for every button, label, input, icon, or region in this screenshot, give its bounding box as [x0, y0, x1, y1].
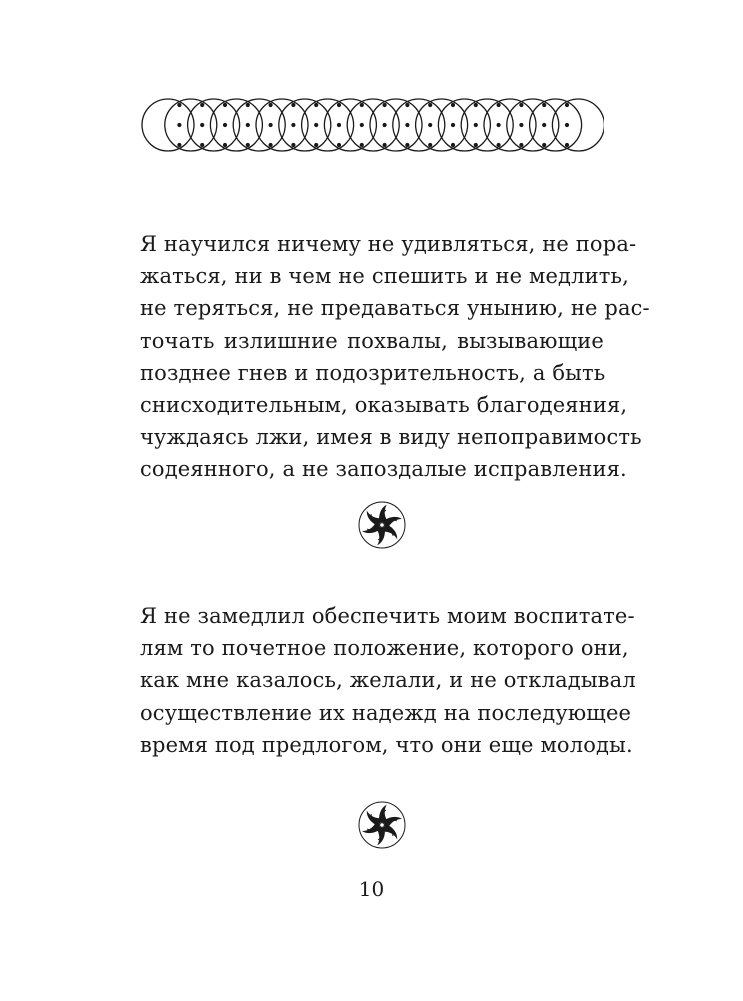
ornament-dot: [451, 103, 455, 107]
ornament-circle: [461, 99, 513, 151]
ornament-dot: [405, 143, 409, 147]
ornament-dot: [451, 143, 455, 147]
ornament-dot: [360, 143, 364, 147]
text-line: жаться, ни в чем не спешить и не медлить,: [140, 264, 629, 289]
ornament-dot: [565, 103, 569, 107]
ornament-dot: [223, 143, 227, 147]
rosette-center: [380, 823, 384, 827]
paragraph-1: [140, 228, 650, 486]
ornament-dot: [565, 143, 569, 147]
ornament-circle: [210, 99, 262, 151]
text-line: Я не замедлил обеспечить моим воспитате-: [140, 604, 635, 628]
ornament-dot: [223, 103, 227, 107]
interlocking-circles-icon: [140, 96, 604, 154]
ornament-dot: [200, 123, 204, 127]
ornament-circle: [484, 99, 536, 151]
ornament-dot: [246, 103, 250, 107]
ornament-circle: [142, 99, 194, 151]
ornament-circle: [188, 99, 240, 151]
ornament-dot: [177, 103, 181, 107]
ornament-dot: [246, 143, 250, 147]
text-line: позднее гнев и подозрительность, а быть: [140, 360, 606, 385]
ornament-circle: [256, 99, 308, 151]
ornament-dot: [314, 123, 318, 127]
ornament-dot: [428, 123, 432, 127]
rosette-icon: [357, 500, 407, 550]
page-number: 10: [358, 877, 385, 901]
ornament-dot: [337, 123, 341, 127]
text-line: лям то почетное положение, которого они,: [140, 636, 629, 661]
ornament-dot: [519, 123, 523, 127]
text-line: чуждаясь лжи, имея в виду непоправимость: [140, 425, 642, 450]
text-line: время под предлогом, что они еще молоды.: [140, 732, 633, 757]
rosette-icon: [357, 800, 407, 850]
ornament-circle: [393, 99, 445, 151]
paragraph-2: [140, 600, 636, 761]
ornament-dot: [269, 103, 273, 107]
ornament-dot: [451, 123, 455, 127]
ornament-dot: [314, 103, 318, 107]
ornament-circle: [324, 99, 376, 151]
text-line: не теряться, не предаваться унынию, не рас-: [140, 296, 650, 321]
text-line: точать излишние похвалы, вызывающие: [140, 328, 604, 353]
ornament-dot: [519, 143, 523, 147]
ornament-dot: [519, 103, 523, 107]
ornament-dot: [337, 103, 341, 107]
ornament-dot: [337, 143, 341, 147]
ornament-dot: [474, 143, 478, 147]
text-line: содеянного, а не запоздалые исправления.: [140, 457, 627, 482]
ornament-dot: [497, 123, 501, 127]
ornament-dot: [360, 123, 364, 127]
ornament-circle: [530, 99, 582, 151]
ornament-dot: [474, 123, 478, 127]
ornament-dot: [291, 143, 295, 147]
ornament-dot: [542, 143, 546, 147]
ornament-dot: [383, 103, 387, 107]
ornament-dot: [246, 123, 250, 127]
ornament-dot: [360, 103, 364, 107]
ornament-dot: [291, 103, 295, 107]
text-line: снисходительным, оказывать благодеяния,: [140, 393, 628, 418]
ornament-dot: [314, 143, 318, 147]
text-line: как мне казалось, желали, и не откладывал: [140, 668, 636, 693]
ornament-circle: [370, 99, 422, 151]
ornament-dot: [269, 143, 273, 147]
ornament-dot: [542, 103, 546, 107]
ornament-dot: [177, 143, 181, 147]
ornament-dot: [405, 123, 409, 127]
ornament-circle: [347, 99, 399, 151]
ornament-circle: [552, 99, 604, 151]
ornament-dot: [542, 123, 546, 127]
ornament-dot: [383, 123, 387, 127]
ornament-dot: [200, 143, 204, 147]
ornament-dot: [497, 143, 501, 147]
text-line: осуществление их надежд на последующее: [140, 700, 632, 725]
ornament-dot: [474, 103, 478, 107]
rosette-center: [380, 523, 384, 527]
ornament-circle: [233, 99, 285, 151]
ornament-dot: [497, 103, 501, 107]
ornament-circle: [302, 99, 354, 151]
ornament-circle: [279, 99, 331, 151]
ornament-circle: [165, 99, 217, 151]
ornament-dot: [383, 143, 387, 147]
ornament-dot: [269, 123, 273, 127]
ornament-dot: [177, 123, 181, 127]
ornament-dot: [565, 123, 569, 127]
ornament-circle: [507, 99, 559, 151]
ornament-dot: [223, 123, 227, 127]
ornament-circle: [416, 99, 468, 151]
ornament-dot: [428, 103, 432, 107]
text-line: Я научился ничему не удивляться, не пора-: [140, 232, 637, 256]
ornament-dot: [291, 123, 295, 127]
ornament-circle: [438, 99, 490, 151]
ornament-dot: [405, 103, 409, 107]
ornament-dot: [428, 143, 432, 147]
ornament-dot: [200, 103, 204, 107]
